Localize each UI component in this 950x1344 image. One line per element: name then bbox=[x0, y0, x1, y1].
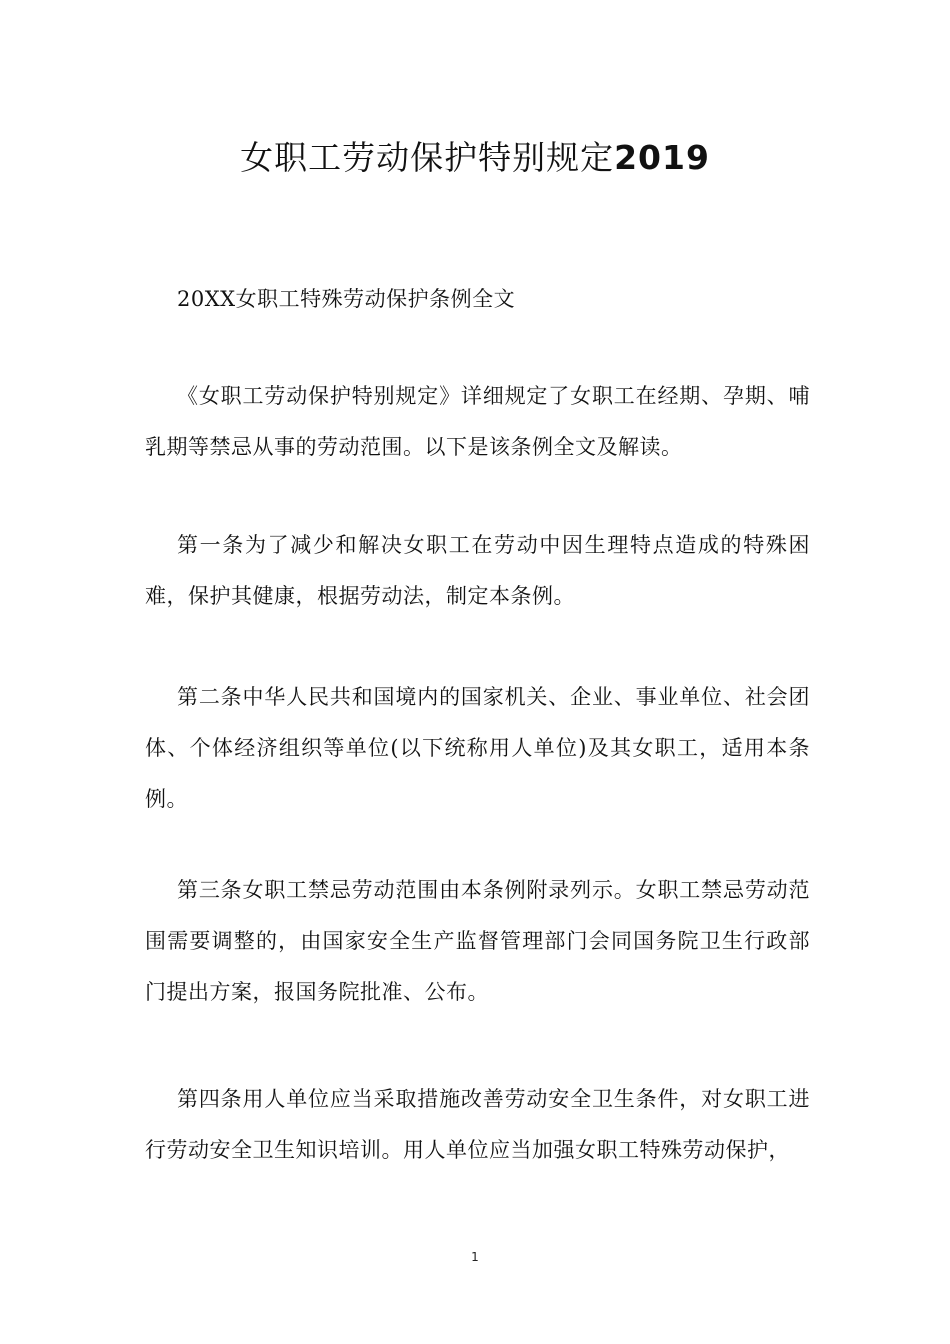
article-1-paragraph: 第一条为了减少和解决女职工在劳动中因生理特点造成的特殊困难，保护其健康，根据劳动法，制定本条例。 bbox=[145, 533, 810, 608]
page-number: 1 bbox=[471, 1250, 479, 1264]
title-text: 女职工劳动保护特别规定 bbox=[240, 138, 615, 177]
document-title bbox=[0, 134, 950, 182]
intro-paragraph: 《女职工劳动保护特别规定》详细规定了女职工在经期、孕期、哺乳期等禁忌从事的劳动范围。以下是该条例全文及解读。 bbox=[145, 384, 810, 459]
article-4-paragraph: 第四条用人单位应当采取措施改善劳动安全卫生条件，对女职工进行劳动安全卫生知识培训。用人单位应当加强女职工特殊劳动保护， bbox=[145, 1087, 810, 1162]
subtitle-paragraph: 20XX女职工特殊劳动保护条例全文 bbox=[177, 287, 516, 311]
article-3-paragraph: 第三条女职工禁忌劳动范围由本条例附录列示。女职工禁忌劳动范围需要调整的，由国家安全生产监督管理部门会同国务院卫生行政部门提出方案，报国务院批准、公布。 bbox=[145, 878, 810, 1004]
title-year: 2019 bbox=[614, 138, 710, 177]
article-2-paragraph: 第二条中华人民共和国境内的国家机关、企业、事业单位、社会团体、个体经济组织等单位(以下统称用人单位)及其女职工，适用本条例。 bbox=[145, 685, 810, 811]
